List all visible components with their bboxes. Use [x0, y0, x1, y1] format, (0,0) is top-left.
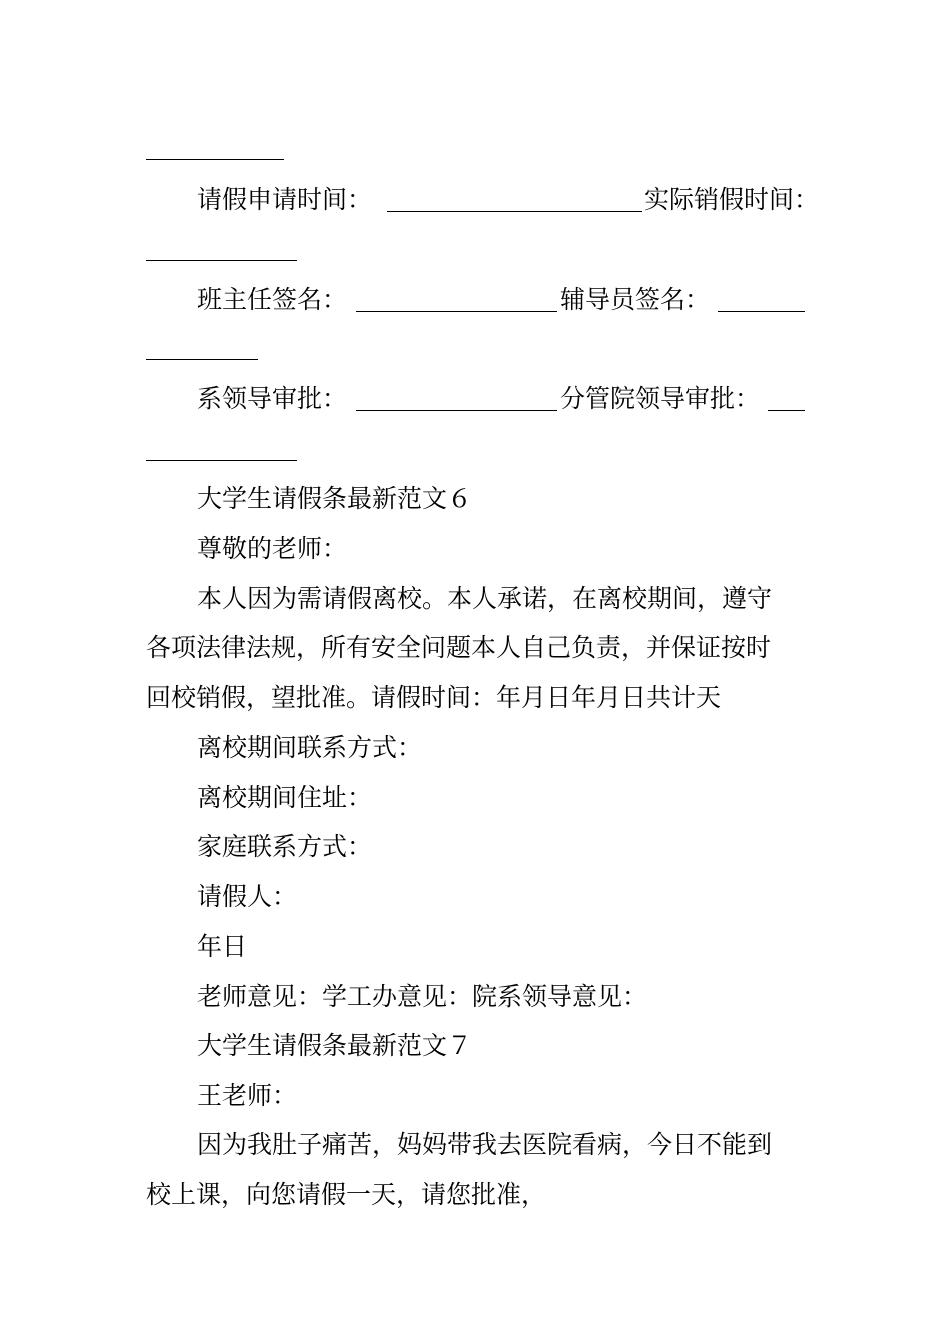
blank-line	[146, 159, 284, 160]
department-approval-blank	[356, 410, 557, 411]
department-approval-label: 系领导审批：	[197, 384, 348, 413]
section6-body-line1: 本人因为需请假离校。本人承诺，在离校期间，遵守	[197, 584, 773, 613]
actual-return-time-blank	[146, 260, 297, 261]
date-label: 年日	[197, 932, 248, 961]
leave-request-time-blank	[387, 211, 642, 212]
college-leader-approval-blank-a	[768, 410, 805, 411]
counselor-sign-blank-b	[146, 359, 258, 360]
contact-label: 离校期间联系方式：	[197, 733, 423, 762]
leave-request-time-label: 请假申请时间：	[197, 185, 373, 214]
college-leader-approval-blank-b	[146, 460, 297, 461]
section6-body-line2: 各项法律法规，所有安全问题本人自己负责，并保证按时	[146, 633, 772, 662]
section7-title: 大学生请假条最新范文７	[197, 1031, 473, 1060]
counselor-sign-blank-a	[718, 311, 805, 312]
address-label: 离校期间住址：	[197, 783, 373, 812]
actual-return-time-label: 实际销假时间：	[644, 185, 820, 214]
section7-body-line1: 因为我肚子痛苦，妈妈带我去医院看病，今日不能到	[197, 1130, 773, 1159]
section6-salutation: 尊敬的老师：	[197, 534, 348, 563]
college-leader-approval-label: 分管院领导审批：	[560, 384, 761, 413]
head-teacher-sign-label: 班主任签名：	[197, 285, 348, 314]
counselor-sign-label: 辅导员签名：	[560, 285, 711, 314]
section7-salutation: 王老师：	[197, 1081, 298, 1110]
applicant-label: 请假人：	[197, 882, 298, 911]
section6-title: 大学生请假条最新范文６	[197, 484, 473, 513]
section6-body-line3: 回校销假，望批准。请假时间：年月日年月日共计天	[146, 683, 722, 712]
head-teacher-sign-blank	[356, 311, 557, 312]
section7-body-line2: 校上课，向您请假一天，请您批准，	[146, 1180, 547, 1209]
family-contact-label: 家庭联系方式：	[197, 832, 373, 861]
opinions-label: 老师意见：学工办意见：院系领导意见：	[197, 982, 648, 1011]
